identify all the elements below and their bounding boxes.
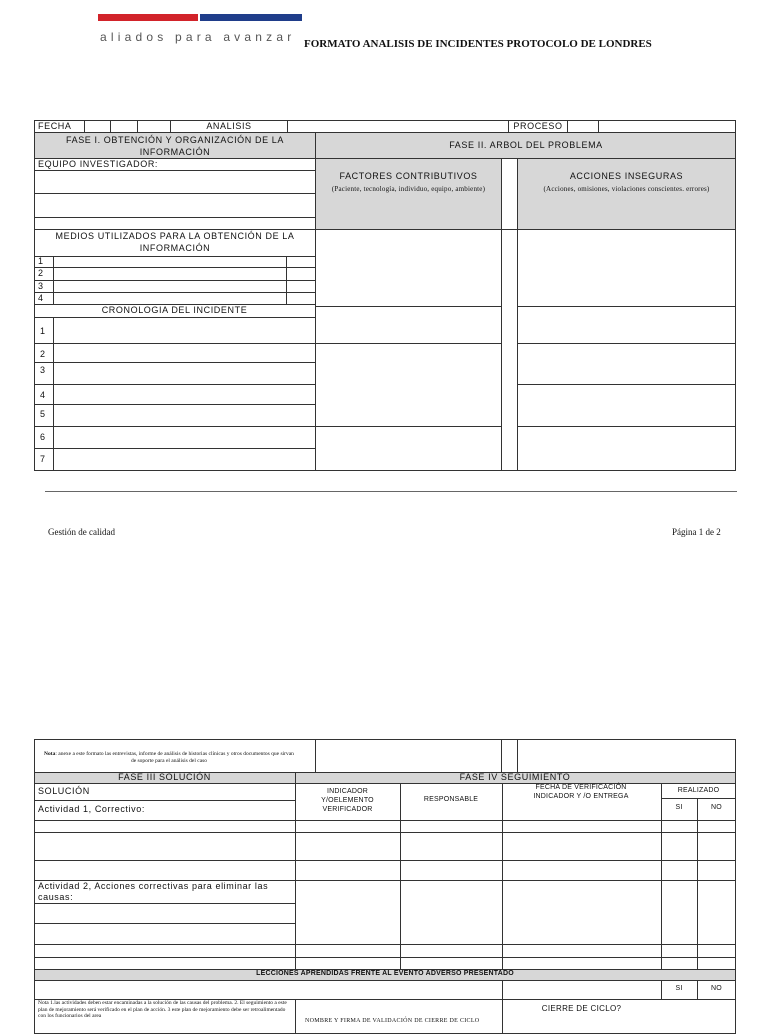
factores-subtitle: (Paciente, tecnología, individuo, equipo, ambiente)	[331, 185, 486, 193]
col-realizado: REALIZADO	[677, 787, 720, 794]
cronologia-input-2[interactable]	[55, 345, 314, 361]
solucion-input-2[interactable]	[36, 834, 294, 859]
nombre-firma-label: NOMBRE Y FIRMA DE VALIDACIÓN DE CIERRE DE CICLO	[305, 1018, 480, 1024]
acciones-subtitle: (Acciones, omisiones, violaciones conscientes. errores)	[543, 185, 710, 193]
fecha-label: FECHA	[38, 121, 72, 131]
medios-input-1[interactable]	[55, 258, 285, 266]
cronologia-input-1[interactable]	[55, 319, 314, 342]
cronologia-input-3[interactable]	[55, 364, 314, 383]
page-divider	[45, 491, 737, 492]
col-fecha: FECHA DE VERIFICACIÓN INDICADOR Y /O ENTREGA	[533, 784, 629, 800]
equipo-input-2[interactable]	[36, 195, 314, 216]
fase4-title: FASE IV SEGUIMIENTO	[459, 772, 571, 782]
acciones-input-area[interactable]	[519, 231, 734, 469]
cronologia-row-num: 5	[40, 409, 46, 419]
equipo-label: EQUIPO INVESTIGADOR:	[38, 159, 159, 169]
col-indicador: INDICADOR Y/OELEMENTO VERIFICADOR	[321, 788, 374, 813]
fase3-title: FASE III SOLUCIÓN	[118, 772, 211, 782]
solucion-label: SOLUCIÓN	[38, 786, 90, 796]
fecha-input-day[interactable]	[85, 121, 109, 131]
cronologia-input-4[interactable]	[55, 386, 314, 403]
col-si: SI	[675, 804, 683, 811]
cierre-ciclo-label: CIERRE DE CICLO?	[541, 1004, 622, 1013]
actividad2-label: Actividad 2, Acciones correctivas para eliminar las causas:	[38, 881, 269, 902]
cronologia-row-num: 7	[40, 454, 46, 464]
cronologia-title: CRONOLOGIA DEL INCIDENTE	[101, 305, 248, 315]
equipo-input-1[interactable]	[36, 172, 314, 192]
proceso-input[interactable]	[599, 121, 735, 131]
nota-body: : anexe a este formato las entrevistas, informe de análisis de historias clínicas y otros documentos que sirvan de soporte para el análisis del caso	[55, 751, 294, 764]
company-logo	[96, 0, 304, 44]
lecciones-title: LECCIONES APRENDIDAS FRENTE AL EVENTO ADVERSO PRESENTADO	[256, 970, 514, 977]
medios-row-num: 2	[38, 268, 44, 278]
fase1-title: FASE I. OBTENCIÓN Y ORGANIZACIÓN DE LA INFORMACIÓN	[65, 135, 284, 157]
medios-input-2[interactable]	[55, 269, 285, 279]
cierre-si: SI	[675, 985, 683, 992]
medios-input-3[interactable]	[55, 282, 285, 291]
cronologia-row-num: 4	[40, 390, 46, 400]
medios-input-4[interactable]	[55, 294, 285, 303]
medios-row-num: 4	[38, 293, 44, 303]
cronologia-input-5[interactable]	[55, 406, 314, 425]
cronologia-row-num: 1	[40, 326, 46, 336]
cronologia-input-7[interactable]	[55, 450, 314, 470]
nota-bold: Nota	[44, 751, 56, 757]
medios-row-num: 1	[38, 256, 44, 266]
proceso-label: PROCESO	[513, 121, 563, 131]
document-title: FORMATO ANALISIS DE INCIDENTES PROTOCOLO DE LONDRES	[304, 38, 652, 50]
logo-tagline: aliados para avanzar	[100, 30, 296, 44]
analisis-input[interactable]	[288, 121, 507, 131]
fecha-input-year[interactable]	[138, 121, 169, 131]
factores-title: FACTORES CONTRIBUTIVOS	[339, 171, 478, 181]
cronologia-row-num: 2	[40, 349, 46, 359]
cronologia-row-num: 6	[40, 432, 46, 442]
footer-left: Gestión de calidad	[48, 527, 115, 537]
cronologia-input-6[interactable]	[55, 428, 314, 447]
cronologia-row-num: 3	[40, 365, 46, 375]
solucion-input-1[interactable]	[36, 822, 294, 831]
cierre-no: NO	[711, 985, 722, 992]
page-number: Página 1 de 2	[672, 527, 721, 537]
analisis-label: ANALISIS	[206, 121, 252, 131]
nota-text	[44, 751, 294, 764]
col-no: NO	[711, 804, 722, 811]
nota1-text: Nota 1.las actividades deben estar encaminadas a la solución de las causas del problema. 2. El seguimiento a este plan de mejoramiento será verificado en el plan de acción. 3 este plan de mejoramiento debe ser retroalimentado con los funcionarios del area	[38, 1000, 287, 1019]
lecciones-input[interactable]	[36, 982, 501, 998]
medios-title: MEDIOS UTILIZADOS PARA LA OBTENCIÓN DE LA INFORMACIÓN	[55, 231, 295, 253]
logo-red-stripe	[98, 14, 198, 21]
actividad1-label: Actividad 1, Correctivo:	[38, 804, 145, 814]
fecha-input-month[interactable]	[111, 121, 136, 131]
acciones-title: ACCIONES INSEGURAS	[569, 171, 684, 181]
solucion-input-4[interactable]	[36, 925, 294, 943]
solucion-input-3[interactable]	[36, 905, 294, 922]
col-responsable: RESPONSABLE	[423, 796, 479, 803]
logo-graphic	[96, 0, 304, 22]
medios-row-num: 3	[38, 281, 44, 291]
logo-blue-stripe	[200, 14, 302, 21]
fase2-title: FASE II. ARBOL DEL PROBLEMA	[449, 140, 603, 150]
factores-input-area[interactable]	[317, 231, 500, 469]
